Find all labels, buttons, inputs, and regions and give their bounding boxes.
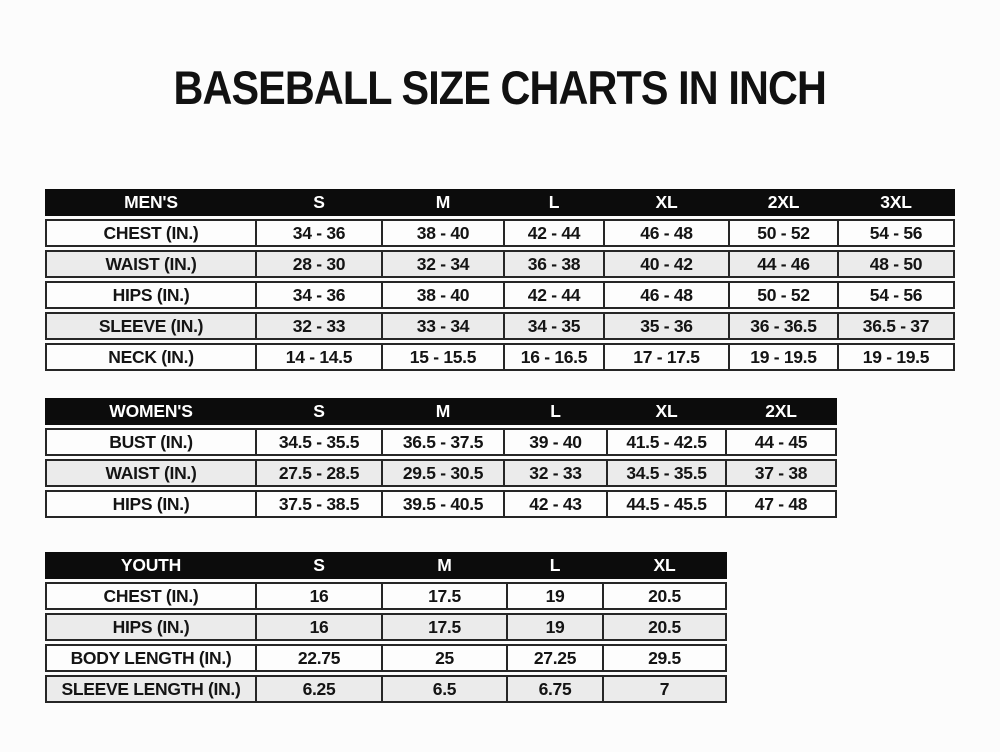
size-value-cell: 36.5 - 37.5	[381, 428, 503, 456]
size-value-cell: 22.75	[255, 644, 381, 672]
size-value-cell: 20.5	[602, 613, 727, 641]
size-value-cell: 14 - 14.5	[255, 343, 381, 371]
row-label: HIPS (IN.)	[45, 490, 255, 518]
mens-table-row	[45, 343, 955, 371]
row-label: CHEST (IN.)	[45, 582, 255, 610]
youth-table-row	[45, 613, 727, 641]
size-value-cell: 35 - 36	[603, 312, 728, 340]
header-row-womens	[45, 398, 837, 425]
row-label: HIPS (IN.)	[45, 281, 255, 309]
size-value-cell: 28 - 30	[255, 250, 381, 278]
size-value-cell: 39 - 40	[503, 428, 606, 456]
size-value-cell: 38 - 40	[381, 281, 503, 309]
womens-size-table-container	[45, 398, 837, 521]
size-value-cell: 27.25	[506, 644, 602, 672]
row-label: NECK (IN.)	[45, 343, 255, 371]
size-value-cell: 19	[506, 582, 602, 610]
mens-size-table-container	[45, 189, 955, 374]
size-value-cell: 46 - 48	[603, 281, 728, 309]
size-value-cell: 36.5 - 37	[837, 312, 955, 340]
size-value-cell: 25	[381, 644, 506, 672]
size-value-cell: 34 - 36	[255, 219, 381, 247]
size-value-cell: 42 - 44	[503, 219, 603, 247]
row-label: SLEEVE (IN.)	[45, 312, 255, 340]
size-value-cell: 17.5	[381, 613, 506, 641]
size-value-cell: 42 - 43	[503, 490, 606, 518]
size-value-cell: 48 - 50	[837, 250, 955, 278]
mens-column-header-l: L	[503, 189, 603, 216]
row-label: BUST (IN.)	[45, 428, 255, 456]
size-value-cell: 37 - 38	[725, 459, 837, 487]
mens-column-header-3xl: 3XL	[837, 189, 955, 216]
mens-column-header-s: S	[255, 189, 381, 216]
size-value-cell: 41.5 - 42.5	[606, 428, 725, 456]
size-value-cell: 17.5	[381, 582, 506, 610]
mens-column-header-m: M	[381, 189, 503, 216]
size-table-youth	[45, 549, 727, 706]
size-value-cell: 39.5 - 40.5	[381, 490, 503, 518]
mens-column-header-2xl: 2XL	[728, 189, 837, 216]
womens-column-header-s: S	[255, 398, 381, 425]
youth-column-header-xl: XL	[602, 552, 727, 579]
size-value-cell: 19 - 19.5	[837, 343, 955, 371]
youth-column-header-m: M	[381, 552, 506, 579]
youth-column-header-s: S	[255, 552, 381, 579]
youth-column-header-l: L	[506, 552, 602, 579]
size-value-cell: 38 - 40	[381, 219, 503, 247]
size-value-cell: 50 - 52	[728, 281, 837, 309]
size-value-cell: 6.75	[506, 675, 602, 703]
header-row-mens	[45, 189, 955, 216]
size-value-cell: 44.5 - 45.5	[606, 490, 725, 518]
size-value-cell: 6.25	[255, 675, 381, 703]
womens-column-header-2xl: 2XL	[725, 398, 837, 425]
size-value-cell: 36 - 38	[503, 250, 603, 278]
table-title-womens: WOMEN'S	[45, 398, 255, 425]
size-value-cell: 37.5 - 38.5	[255, 490, 381, 518]
size-value-cell: 54 - 56	[837, 219, 955, 247]
size-value-cell: 44 - 45	[725, 428, 837, 456]
page-title-text: BASEBALL SIZE CHARTS IN INCH	[173, 61, 827, 114]
size-value-cell: 15 - 15.5	[381, 343, 503, 371]
size-value-cell: 34.5 - 35.5	[606, 459, 725, 487]
size-value-cell: 7	[602, 675, 727, 703]
mens-table-row	[45, 312, 955, 340]
size-value-cell: 6.5	[381, 675, 506, 703]
row-label: WAIST (IN.)	[45, 459, 255, 487]
mens-table-row	[45, 281, 955, 309]
size-value-cell: 32 - 33	[255, 312, 381, 340]
size-value-cell: 46 - 48	[603, 219, 728, 247]
size-value-cell: 16	[255, 613, 381, 641]
size-value-cell: 40 - 42	[603, 250, 728, 278]
size-value-cell: 29.5 - 30.5	[381, 459, 503, 487]
size-value-cell: 16 - 16.5	[503, 343, 603, 371]
size-value-cell: 42 - 44	[503, 281, 603, 309]
youth-table-row	[45, 644, 727, 672]
size-value-cell: 34 - 36	[255, 281, 381, 309]
size-value-cell: 32 - 34	[381, 250, 503, 278]
table-title-youth: YOUTH	[45, 552, 255, 579]
size-value-cell: 17 - 17.5	[603, 343, 728, 371]
size-table-womens	[45, 395, 837, 521]
womens-column-header-m: M	[381, 398, 503, 425]
row-label: HIPS (IN.)	[45, 613, 255, 641]
size-value-cell: 19	[506, 613, 602, 641]
womens-table-row	[45, 428, 837, 456]
size-value-cell: 54 - 56	[837, 281, 955, 309]
womens-table-row	[45, 459, 837, 487]
row-label: BODY LENGTH (IN.)	[45, 644, 255, 672]
page-title	[0, 61, 1000, 114]
size-value-cell: 50 - 52	[728, 219, 837, 247]
size-value-cell: 32 - 33	[503, 459, 606, 487]
size-value-cell: 29.5	[602, 644, 727, 672]
mens-column-header-xl: XL	[603, 189, 728, 216]
size-value-cell: 34.5 - 35.5	[255, 428, 381, 456]
row-label: CHEST (IN.)	[45, 219, 255, 247]
womens-column-header-xl: XL	[606, 398, 725, 425]
size-value-cell: 44 - 46	[728, 250, 837, 278]
youth-size-table-container	[45, 552, 727, 706]
table-title-mens: MEN'S	[45, 189, 255, 216]
size-value-cell: 36 - 36.5	[728, 312, 837, 340]
womens-column-header-l: L	[503, 398, 606, 425]
size-value-cell: 19 - 19.5	[728, 343, 837, 371]
mens-table-row	[45, 250, 955, 278]
youth-table-row	[45, 675, 727, 703]
size-value-cell: 27.5 - 28.5	[255, 459, 381, 487]
size-value-cell: 33 - 34	[381, 312, 503, 340]
size-value-cell: 16	[255, 582, 381, 610]
womens-table-row	[45, 490, 837, 518]
row-label: SLEEVE LENGTH (IN.)	[45, 675, 255, 703]
youth-table-row	[45, 582, 727, 610]
header-row-youth	[45, 552, 727, 579]
mens-table-row	[45, 219, 955, 247]
size-value-cell: 47 - 48	[725, 490, 837, 518]
row-label: WAIST (IN.)	[45, 250, 255, 278]
size-table-mens	[45, 186, 955, 374]
size-value-cell: 20.5	[602, 582, 727, 610]
size-value-cell: 34 - 35	[503, 312, 603, 340]
